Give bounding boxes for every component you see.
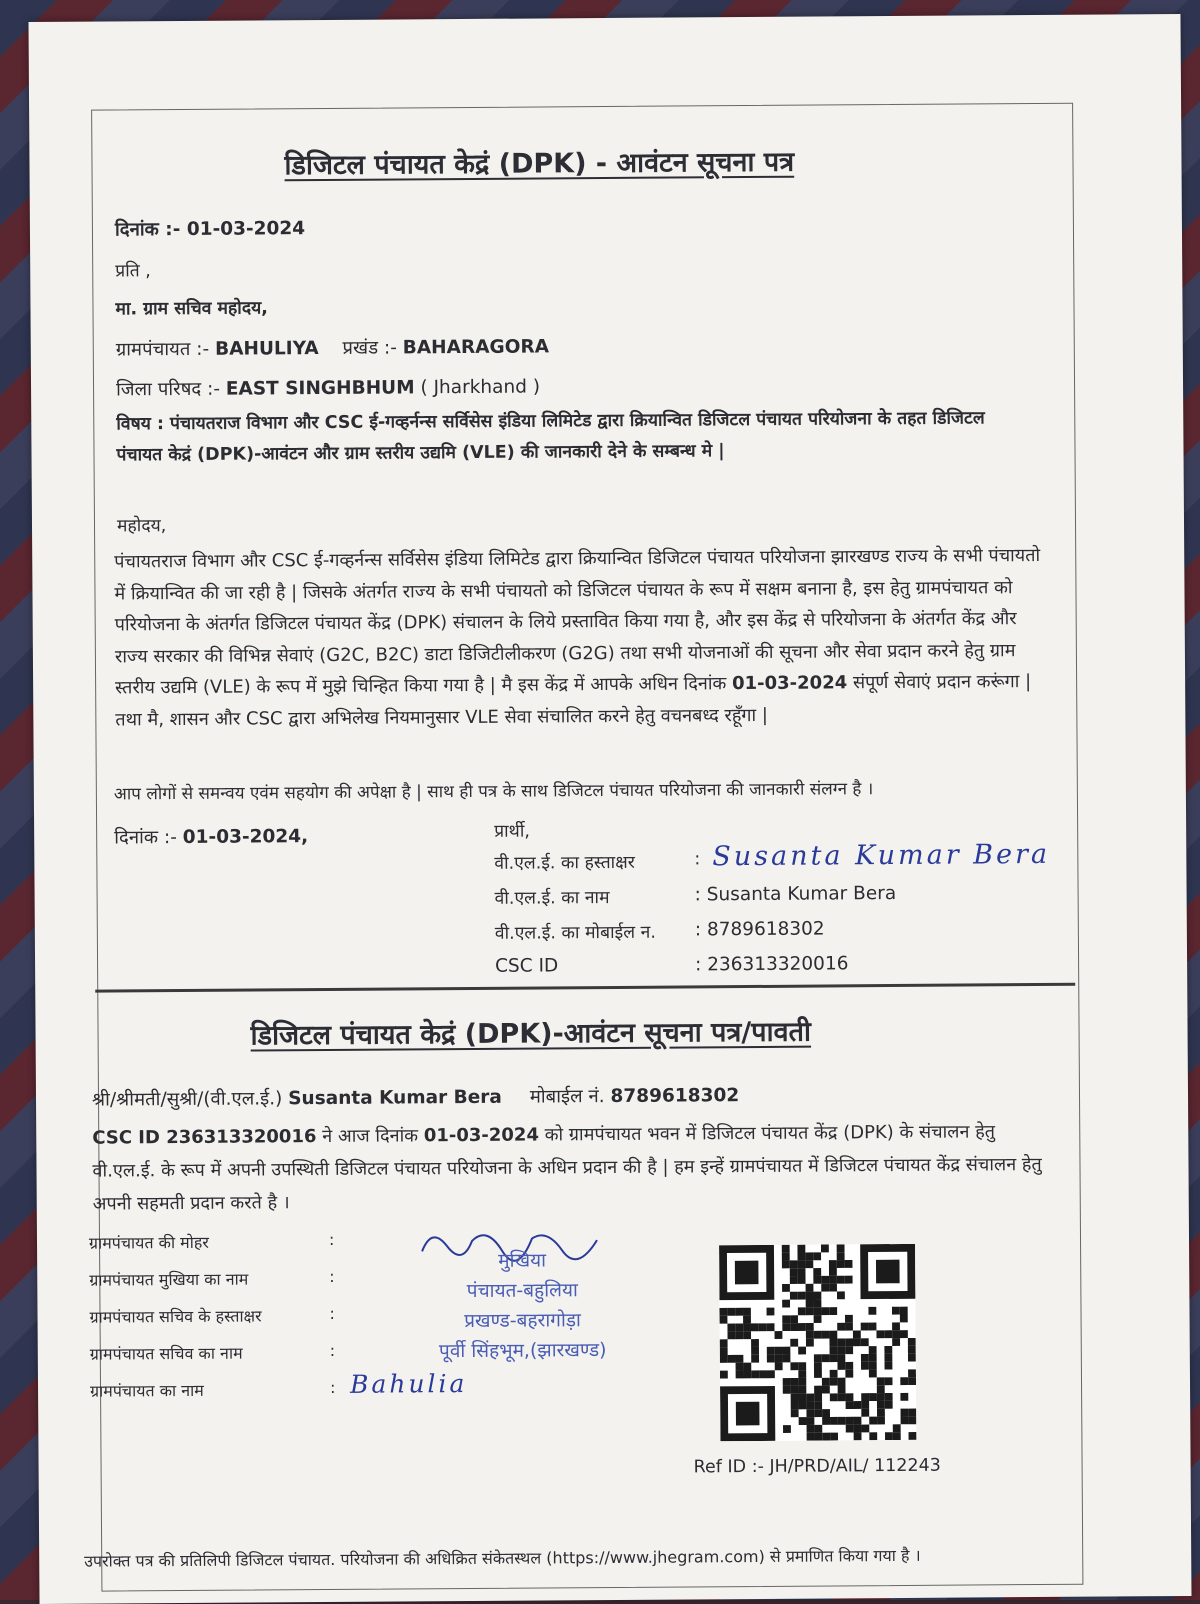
salutation: महोदय, [117, 513, 166, 537]
district-value: EAST SINGHBHUM [226, 377, 415, 399]
receipt-field-label: ग्रामपंचायत सचिव के हस्ताक्षर [89, 1304, 261, 1327]
receipt-csc-id: CSC ID 236313320016 [92, 1126, 316, 1149]
applicant-label: प्रार्थी, [494, 819, 530, 843]
receipt-title: डिजिटल पंचायत केद्रं (DPK)-आवंटन सूचना पत्र/पावती [250, 1012, 811, 1053]
closing-line: आप लोगों से समन्वय एवंम सहयोग की अपेक्षा है | साथ ही पत्र के साथ डिजिटल पंचायत परियोजना की जानकारी संलग्न है । [114, 776, 874, 804]
stamp-line: पूर्वी सिंहभूम,(झारखण्ड) [418, 1336, 628, 1363]
name-prefix: श्री/श्रीमती/सुश्री/(वी.एल.ई.) [92, 1088, 288, 1110]
gram-value: BAHULIYA [215, 338, 319, 360]
body-text-2: संपूर्ण सेवाएं प्रदान करूंगा | तथा मै, शासन और CSC द्वारा अभिलेख नियमानुसार VLE सेवा संचालित करने हेतु वचनबध्द रहूँगा | [115, 671, 1031, 730]
receipt-field-label: ग्रामपंचायत मुखिया का नाम [89, 1268, 248, 1291]
receipt-name-line [92, 1082, 739, 1112]
document-page [28, 14, 1191, 1604]
receipt-field-label: ग्रामपंचायत सचिव का नाम [90, 1342, 243, 1365]
handwritten-panchayat-name: Bahulia [350, 1369, 468, 1399]
vle-detail-label: CSC ID [495, 955, 558, 976]
qr-finder-bottom-left [720, 1386, 775, 1441]
letter-date: दिनांक :- 01-03-2024 [115, 215, 305, 241]
vle-detail-label: वी.एल.ई. का मोबाईल न. [495, 920, 656, 945]
addressee: मा. ग्राम सचिव महोदय, [115, 295, 268, 320]
gram-label: ग्रामपंचायत :- [116, 339, 215, 361]
date-value-2: 01-03-2024, [183, 826, 309, 848]
qr-code [719, 1244, 916, 1441]
vle-detail-value: : 236313320016 [695, 953, 849, 975]
receipt-field-value: : [330, 1378, 336, 1397]
district-line [116, 373, 540, 401]
district-label: जिला परिषद :- [116, 379, 226, 401]
qr-finder-top-left [719, 1245, 774, 1300]
receipt-field-value: : [329, 1267, 335, 1286]
receipt-field-label: ग्रामपंचायत की मोहर [89, 1231, 209, 1254]
mobile-label: मोबाईल नं. [530, 1086, 611, 1108]
receipt-text-1: ने आज दिनांक [316, 1125, 423, 1147]
receipt-paragraph [92, 1115, 1053, 1221]
receipt-field-value: : [329, 1230, 335, 1249]
body-text-1: पंचायतराज विभाग और CSC ई-गव्हर्नन्स सर्विसेस इंडिया लिमिटेड द्वारा क्रियान्वित डिजिटल पंचायत परियोजना झारखण्ड राज्य के सभी पंचायतो में क्रियान्वित की जा रही है | जिसके अंतर्गत राज्य के सभी पंचायतो को डिजिटल पंचायत के रूप में सक्षम बनाना है, इस हेतु ग्रामपंचायत को परियोजना के अंतर्गत डिजिटल पंचायत केंद्र (DPK) संचालन के लिये प्रस्तावित किया गया है, और इस केंद्र से परियोजना के अंतर्गत केंद्र और राज्य सरकार की विभिन्न सेवाएं (G2C, B2C) डाटा डिजिटीलीकरण (G2G) तथा सभी योजनाओं की सूचना और सेवा प्रदान करने हेतु ग्राम स्तरीय उद्यमि (VLE) के रूप में मुझे चिन्हित किया गया है | मै इस केंद्र में आपके अधिन दिनांक [114, 545, 1040, 698]
ref-id: Ref ID :- JH/PRD/AIL/ 112243 [694, 1456, 941, 1478]
vle-detail-value: : Susanta Kumar Bera [695, 883, 897, 905]
vle-detail-value: : 8789618302 [695, 919, 825, 941]
footer-note: उपरोक्त पत्र की प्रतिलिपी डिजिटल पंचायत. परियोजना की अधिक्रित संकेतस्थल (https://www.jhegram.com) से प्रमाणित किया गया है । [84, 1544, 921, 1572]
letter-title: डिजिटल पंचायत केद्रं (DPK) - आवंटन सूचना पत्र [284, 142, 794, 183]
body-paragraph [114, 540, 1045, 735]
qr-finder-top-right [860, 1244, 915, 1299]
prati-text: प्रति , [115, 258, 151, 282]
body-date: 01-03-2024 [732, 672, 847, 694]
receipt-text-2: को ग्रामपंचायत भवन में डिजिटल पंचायत केंद्र (DPK) के संचालन हेतु वी.एल.ई. के रूप में अपनी उपस्थिती डिजिटल पंचायत परियोजना के अधिन प्रदान की है | हम इन्हें ग्रामपंचायत में डिजिटल पंचायत केंद्र संचालन हेतु अपनी सहमती प्रदान करते है । [92, 1121, 1041, 1214]
panchayat-stamp [417, 1246, 628, 1363]
receipt-field-value: : [329, 1304, 335, 1323]
date-label-2: दिनांक :- [114, 827, 183, 848]
receipt-field-value: : [330, 1341, 336, 1360]
stamp-line: मुखिया [417, 1246, 627, 1273]
state-value: ( Jharkhand ) [420, 376, 540, 398]
block-label: प्रखंड :- [342, 337, 402, 358]
mobile-value: 8789618302 [610, 1085, 739, 1107]
subject-paragraph: विषय : पंचायतराज विभाग और CSC ई-गव्हर्नन्स सर्विसेस इंडिया लिमिटेड द्वारा क्रियान्वित डिजिटल पंचायत परियोजना के तहत डिजिटल पंचायत केद्रं (DPK)-आवंटन और ग्राम स्तरीय उद्यमि (VLE) की जानकारी देने के सम्बन्ध मे | [116, 403, 1021, 471]
receipt-date: 01-03-2024 [424, 1125, 539, 1147]
stamp-line: पंचायत-बहुलिया [417, 1276, 627, 1303]
stamp-line: प्रखण्ड-बहरागोड़ा [417, 1306, 627, 1333]
vle-name: Susanta Kumar Bera [288, 1087, 502, 1109]
vle-signature: Susanta Kumar Bera [712, 839, 1050, 872]
receipt-fields [89, 1232, 90, 1417]
block-value: BAHARAGORA [403, 336, 549, 358]
date-line-2 [114, 823, 308, 849]
vle-detail-label: वी.एल.ई. का नाम [495, 885, 610, 910]
gram-panchayat-line [116, 333, 549, 361]
vle-detail-value: : [694, 849, 700, 869]
vle-detail-label: वी.एल.ई. का हस्ताक्षर [494, 850, 635, 875]
vle-details [494, 851, 495, 991]
receipt-field-label: ग्रामपंचायत का नाम [90, 1379, 204, 1402]
